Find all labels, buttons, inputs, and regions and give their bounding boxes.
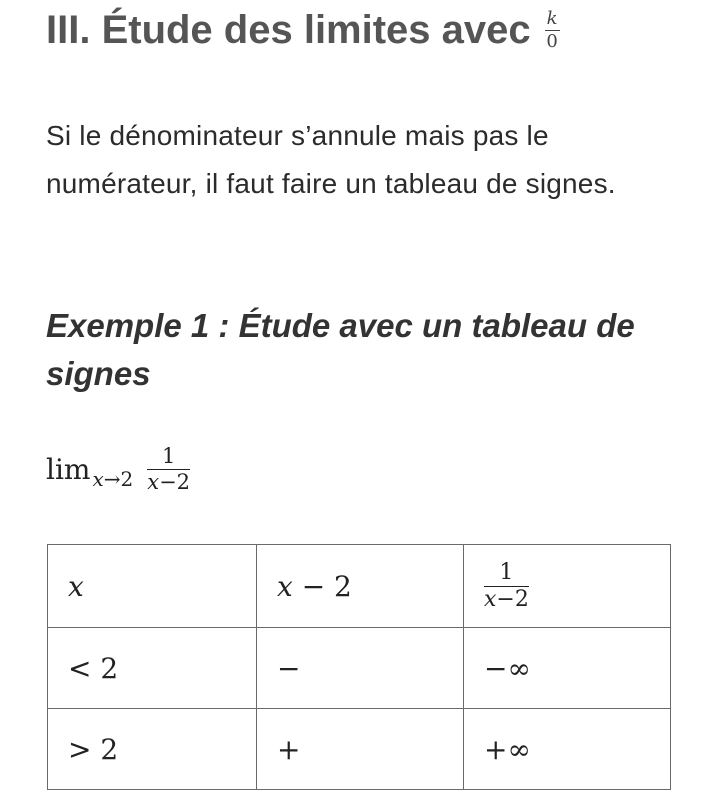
limit-operator: lim [46, 453, 91, 486]
limit-subscript [92, 467, 133, 491]
section-heading [46, 8, 560, 53]
limit-expression [46, 446, 190, 493]
header-fraction [484, 559, 529, 612]
table-row [48, 628, 671, 709]
heading-fraction-numerator: k [546, 8, 558, 29]
table-row [48, 709, 671, 790]
limit-subscript-var: x [92, 466, 104, 491]
section-heading-text: III. Étude des limites avec [46, 8, 531, 52]
header-denominator-rest: −2 [496, 586, 529, 612]
sign-table [47, 544, 671, 790]
header-x-minus-2-rest: − 2 [292, 569, 352, 603]
header-fraction-numerator: 1 [499, 559, 514, 585]
header-x-var: x [277, 569, 293, 603]
limit-fraction [147, 446, 190, 493]
limit-denominator-var: x [147, 470, 160, 494]
limit-denominator-rest: −2 [159, 470, 191, 494]
cell-x-interval: > 2 [48, 709, 257, 790]
header-fraction-denominator [484, 586, 529, 612]
header-x-minus-2 [257, 545, 464, 628]
header-x: x [48, 545, 257, 628]
table-header-row [48, 545, 671, 628]
heading-fraction-denominator: 0 [546, 31, 558, 52]
header-reciprocal [464, 545, 671, 628]
limit-fraction-numerator: 1 [161, 444, 176, 468]
limit-fraction-denominator [147, 472, 190, 493]
cell-sign: + [257, 709, 464, 790]
cell-limit: −∞ [464, 628, 671, 709]
cell-x-interval: < 2 [48, 628, 257, 709]
example-heading: Exemple 1 : Étude avec un tableau de signes [46, 307, 635, 392]
intro-paragraph: Si le dénominateur s’annule mais pas le numérateur, il faut faire un tableau de signes. [46, 120, 616, 199]
limit-subscript-arrow: →2 [103, 466, 134, 491]
header-denominator-var: x [484, 586, 497, 612]
cell-sign: − [257, 628, 464, 709]
heading-fraction [545, 10, 560, 51]
cell-limit: +∞ [464, 709, 671, 790]
